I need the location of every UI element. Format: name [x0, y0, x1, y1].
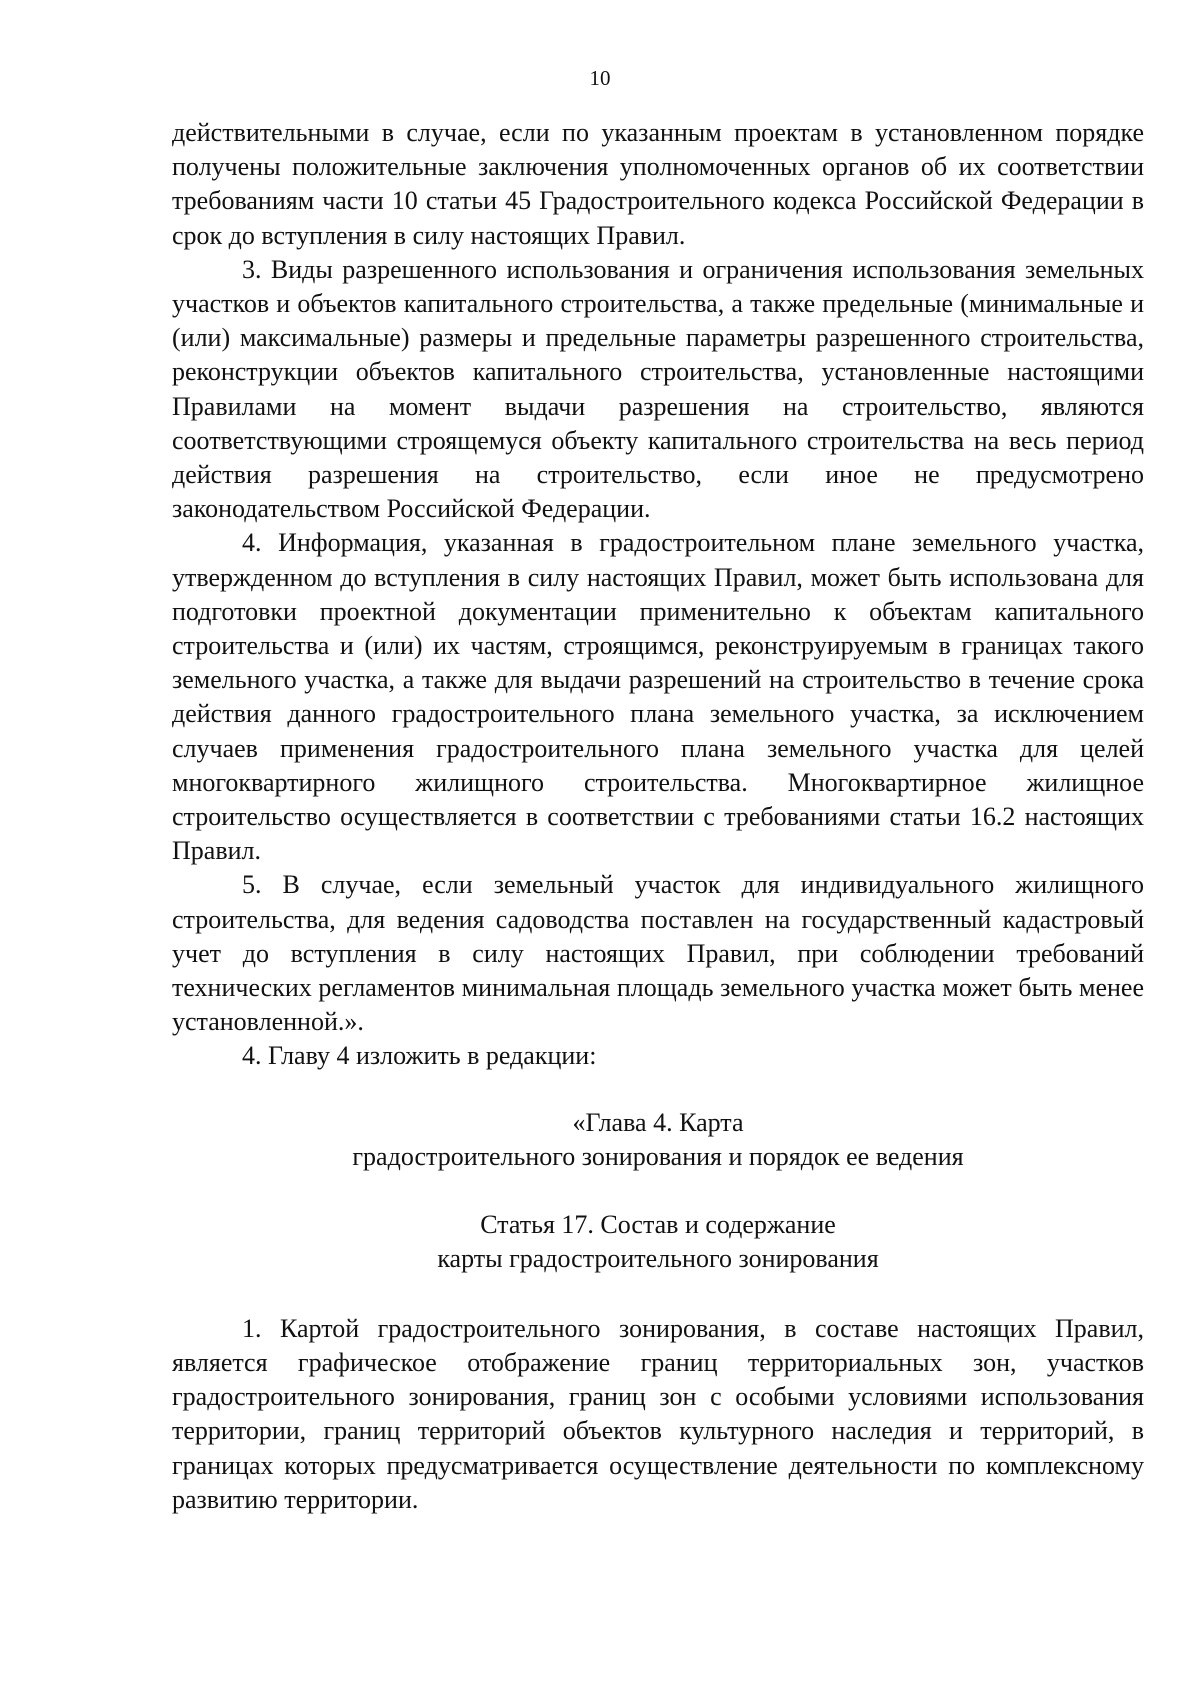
paragraph-item-4: 4. Информация, указанная в градостроительном плане земельного участка, утвержденном до вступления в силу настоящих Правил, может быть использована для подготовки проектной документации применительно к объектам капитального строительства и (или) их частям, строящимся, реконструируемым в границах такого земельного участка, а также для выдачи разрешений на строительство в течение срока действия данного градостроительного плана земельного участка, за исключением случаев применения градостроительного плана земельного участка для целей многоквартирного жилищного строительства. Многоквартирное жилищное строительство осуществляется в соответствии с требованиями статьи 16.2 настоящих Правил. [172, 528, 1144, 866]
chapter-heading-line-1: «Глава 4. Карта [572, 1107, 744, 1137]
paragraph-continuation: действительными в случае, если по указанным проектам в установленном порядке получены положительные заключения уполномоченных органов об их соответствии требованиям части 10 статьи 45 Градостроительного кодекса Российской Федерации в срок до вступления в силу настоящих Правил. [172, 118, 1144, 250]
article-heading-line-1: Статья 17. Состав и содержание [480, 1209, 836, 1239]
chapter-heading [172, 1106, 1144, 1174]
spacer [172, 1074, 1144, 1106]
spacer [172, 1276, 1144, 1312]
paragraph-item-5: 5. В случае, если земельный участок для индивидуального жилищного строительства, для ведения садоводства поставлен на государственный кадастровый учет до вступления в силу настоящих Правил, при соблюдении требований технических регламентов минимальная площадь земельного участка может быть менее установленной.». [172, 870, 1144, 1037]
paragraph-item-3: 3. Виды разрешенного использования и ограничения использования земельных участков и объектов капитального строительства, а также предельные (минимальные и (или) максимальные) размеры и предельные параметры разрешенного строительства, реконструкции объектов капитального строительства, установленные настоящими Правилами на момент выдачи разрешения на строительство, являются соответствующими строящемуся объекту капитального строительства на весь период действия разрешения на строительство, если иное не предусмотрено законодательством Российской Федерации. [172, 254, 1144, 524]
chapter-heading-line-2: градостроительного зонирования и порядок ее ведения [352, 1141, 964, 1171]
spacer [172, 1174, 1144, 1208]
paragraph-amendment-4: 4. Главу 4 изложить в редакции: [242, 1041, 597, 1071]
page-number: 10 [589, 66, 611, 90]
document-body [172, 116, 1144, 1517]
article-17-paragraph-1: 1. Картой градостроительного зонирования, в составе настоящих Правил, является графическое отображение границ территориальных зон, участков градостроительного зонирования, границ зон с особыми условиями использования территории, границ территорий объектов культурного наследия и территорий, в границах которых предусматривается осуществление деятельности по комплексному развитию территории. [172, 1313, 1144, 1514]
article-heading-line-2: карты градостроительного зонирования [437, 1243, 879, 1273]
article-heading [172, 1208, 1144, 1276]
